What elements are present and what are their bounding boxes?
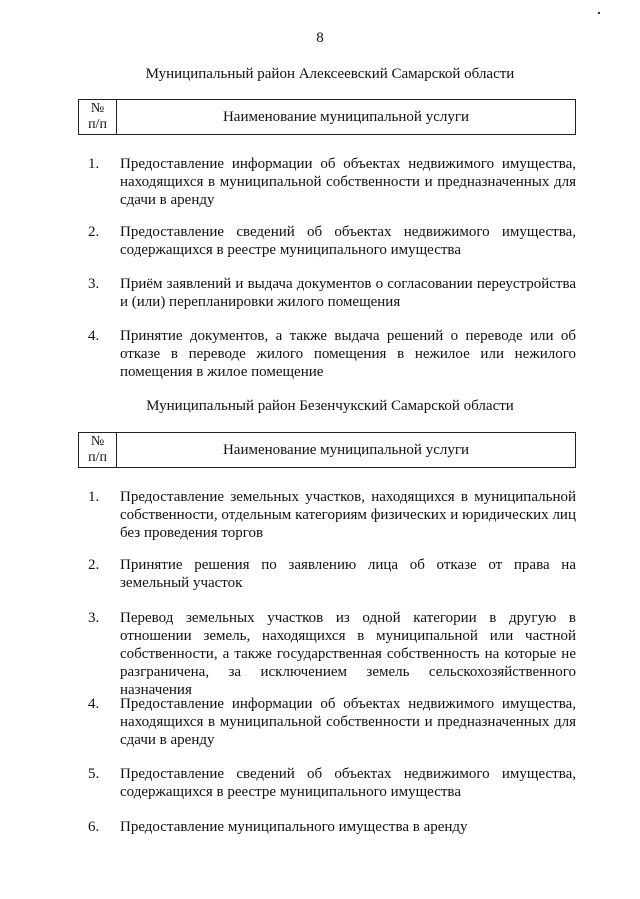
item-number: 2.	[88, 557, 100, 573]
item-number: 1.	[88, 489, 100, 505]
item-text: Предоставление информации об объектах недвижимого имущества, находящихся в муниципальной собственности и предназначенных для сдачи в аренду	[120, 156, 576, 208]
list-item	[88, 695, 576, 749]
item-text: Предоставление сведений об объектах недвижимого имущества, содержащихся в реестре муниципального имущества	[120, 766, 576, 800]
services-table-header	[78, 99, 576, 135]
list-item	[88, 155, 576, 209]
table-header-name-column: Наименование муниципальной услуги	[222, 108, 470, 125]
number-sign: №	[90, 101, 105, 116]
item-number: 4.	[88, 696, 100, 712]
number-abbr: п/п	[88, 450, 107, 465]
number-abbr: п/п	[88, 117, 107, 132]
item-number: 5.	[88, 766, 100, 782]
item-number: 6.	[88, 819, 100, 835]
list-item	[88, 275, 576, 311]
table-header-number-column	[79, 433, 117, 467]
item-text: Перевод земельных участков из одной категории в другую в отношении земель, находящихся в муниципальной или частной собственности, а также государственная собственность на которые не разграничена, за исключением земель сельскохозяйственного назначения	[120, 610, 576, 698]
section-heading-alekseevsky: Муниципальный район Алексеевский Самарской области	[145, 66, 515, 82]
list-item	[88, 223, 576, 259]
table-header-name-column: Наименование муниципальной услуги	[222, 441, 470, 458]
list-item	[88, 765, 576, 801]
item-text: Принятие документов, а также выдача решений о переводе или об отказе в переводе жилого помещения в нежилое или нежилого помещения в жилое помещение	[120, 328, 576, 380]
item-number: 3.	[88, 610, 100, 626]
number-sign: №	[90, 434, 105, 449]
scan-mark	[598, 12, 600, 14]
item-text: Приём заявлений и выдача документов о согласовании переустройства и (или) перепланировки жилого помещения	[120, 276, 576, 310]
list-item	[88, 556, 576, 592]
item-number: 1.	[88, 156, 100, 172]
list-item	[88, 609, 576, 699]
item-text: Предоставление муниципального имущества в аренду	[120, 819, 468, 835]
item-text: Предоставление сведений об объектах недвижимого имущества, содержащихся в реестре муниципального имущества	[120, 224, 576, 258]
services-table-header	[78, 432, 576, 468]
table-header-number-column	[79, 100, 117, 134]
item-text: Предоставление земельных участков, находящихся в муниципальной собственности, отдельным категориям физических и юридических лиц без проведения торгов	[120, 489, 576, 541]
item-text: Принятие решения по заявлению лица об отказе от права на земельный участок	[120, 557, 576, 591]
item-number: 4.	[88, 328, 100, 344]
page-number: 8	[316, 30, 324, 46]
list-item	[88, 818, 576, 836]
item-text: Предоставление информации об объектах недвижимого имущества, находящихся в муниципальной собственности и предназначенных для сдачи в аренду	[120, 696, 576, 748]
item-number: 3.	[88, 276, 100, 292]
section-heading-bezenchuksky: Муниципальный район Безенчукский Самарской области	[146, 398, 514, 414]
item-number: 2.	[88, 224, 100, 240]
list-item	[88, 488, 576, 542]
list-item	[88, 327, 576, 381]
